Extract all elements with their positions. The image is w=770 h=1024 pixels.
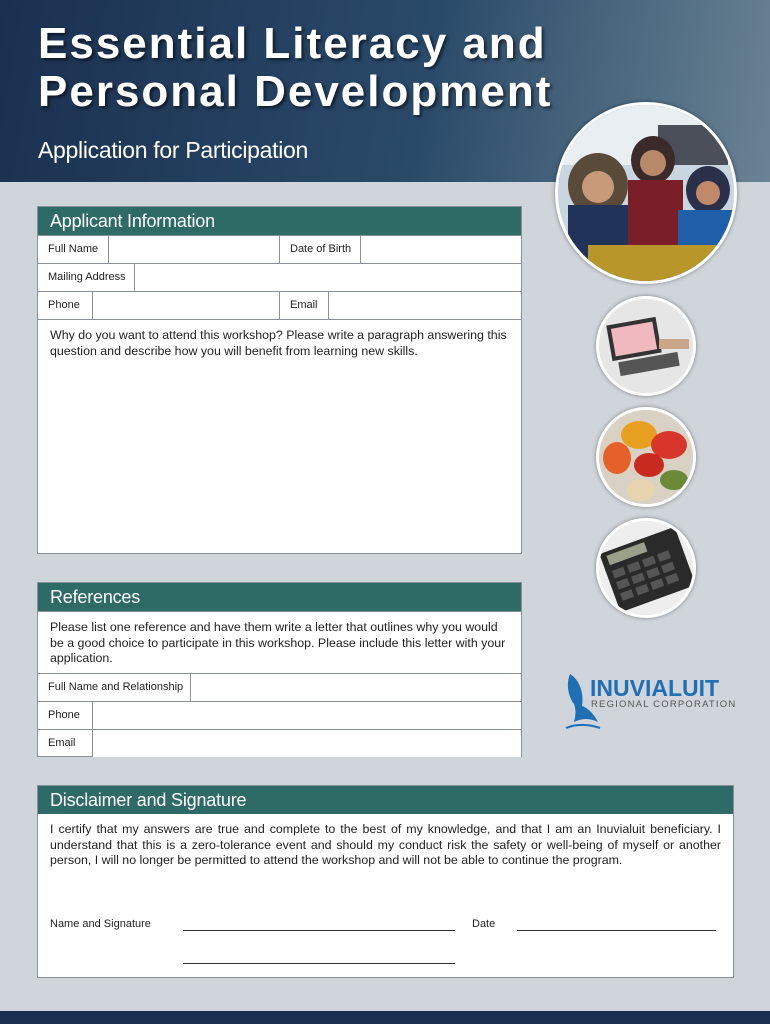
motivation-prompt: Why do you want to attend this workshop? Please write a paragraph answering this question and describe how you will benefit from learning new skills.	[38, 319, 521, 367]
bottom-bar	[0, 1011, 770, 1024]
page-title	[38, 20, 552, 116]
name-signature-label: Name and Signature	[50, 918, 151, 930]
page-subtitle: Application for Participation	[38, 137, 309, 163]
reference-phone-row	[38, 701, 521, 729]
full-name-label: Full Name	[48, 243, 99, 255]
reference-email-field[interactable]	[92, 730, 521, 757]
reference-name-row	[38, 673, 521, 701]
calculator-photo-icon	[599, 521, 693, 615]
reference-name-field[interactable]	[190, 674, 521, 701]
reference-phone-field[interactable]	[92, 702, 521, 729]
photo-laptop-circle	[596, 296, 696, 396]
name-signature-line[interactable]	[183, 930, 455, 931]
photo-vegetables-circle	[596, 407, 696, 507]
phone-email-row	[38, 291, 521, 319]
dob-field[interactable]	[360, 236, 521, 263]
motivation-answer-area[interactable]	[38, 367, 521, 557]
references-instructions: Please list one reference and have them write a letter that outlines why you would be a good choice to participate in this workshop. Please include this letter with your application.	[38, 611, 521, 673]
references-section	[37, 582, 522, 757]
references-heading: References	[38, 583, 521, 611]
reference-name-label: Full Name and Relationship	[48, 681, 184, 693]
logo-tagline: REGIONAL CORPORATION	[591, 699, 737, 710]
email-label: Email	[290, 299, 318, 311]
mailing-address-field[interactable]	[134, 264, 521, 291]
laptop-photo-icon	[599, 299, 693, 393]
reference-email-label: Email	[48, 737, 76, 749]
date-label: Date	[472, 918, 496, 930]
reference-phone-label: Phone	[48, 709, 80, 721]
logo-name: INUVIALUIT	[590, 675, 720, 701]
applicant-section	[37, 206, 522, 554]
photo-calculator-circle	[596, 518, 696, 618]
date-line[interactable]	[517, 930, 716, 931]
reference-email-row	[38, 729, 521, 757]
disclaimer-text: I certify that my answers are true and complete to the best of my knowledge, and that I am an Inuvialuit beneficiary. I understand that this is a zero-tolerance event and should my conduct risk the safety or well-being of myself or another person, I will no longer be permitted to attend the workshop and will not be able to continue the program.	[50, 822, 721, 867]
title-line-2: Personal Development	[38, 67, 553, 116]
mailing-address-row	[38, 263, 521, 291]
mailing-address-label: Mailing Address	[48, 271, 126, 283]
disclaimer-section	[37, 785, 734, 978]
disclaimer-heading: Disclaimer and Signature	[38, 786, 733, 814]
full-name-field[interactable]	[108, 236, 280, 263]
people-photo-icon	[558, 105, 734, 281]
name-signature-line-2[interactable]	[183, 963, 455, 964]
inuvialuit-logo	[562, 670, 737, 732]
phone-field[interactable]	[92, 292, 280, 319]
phone-label: Phone	[48, 299, 80, 311]
applicant-heading: Applicant Information	[38, 207, 521, 235]
photo-people-circle	[555, 102, 737, 284]
email-field[interactable]	[328, 292, 521, 319]
full-name-row	[38, 235, 521, 263]
dob-label: Date of Birth	[290, 243, 352, 255]
title-line-1: Essential Literacy and	[38, 19, 547, 68]
vegetables-photo-icon	[599, 410, 693, 504]
